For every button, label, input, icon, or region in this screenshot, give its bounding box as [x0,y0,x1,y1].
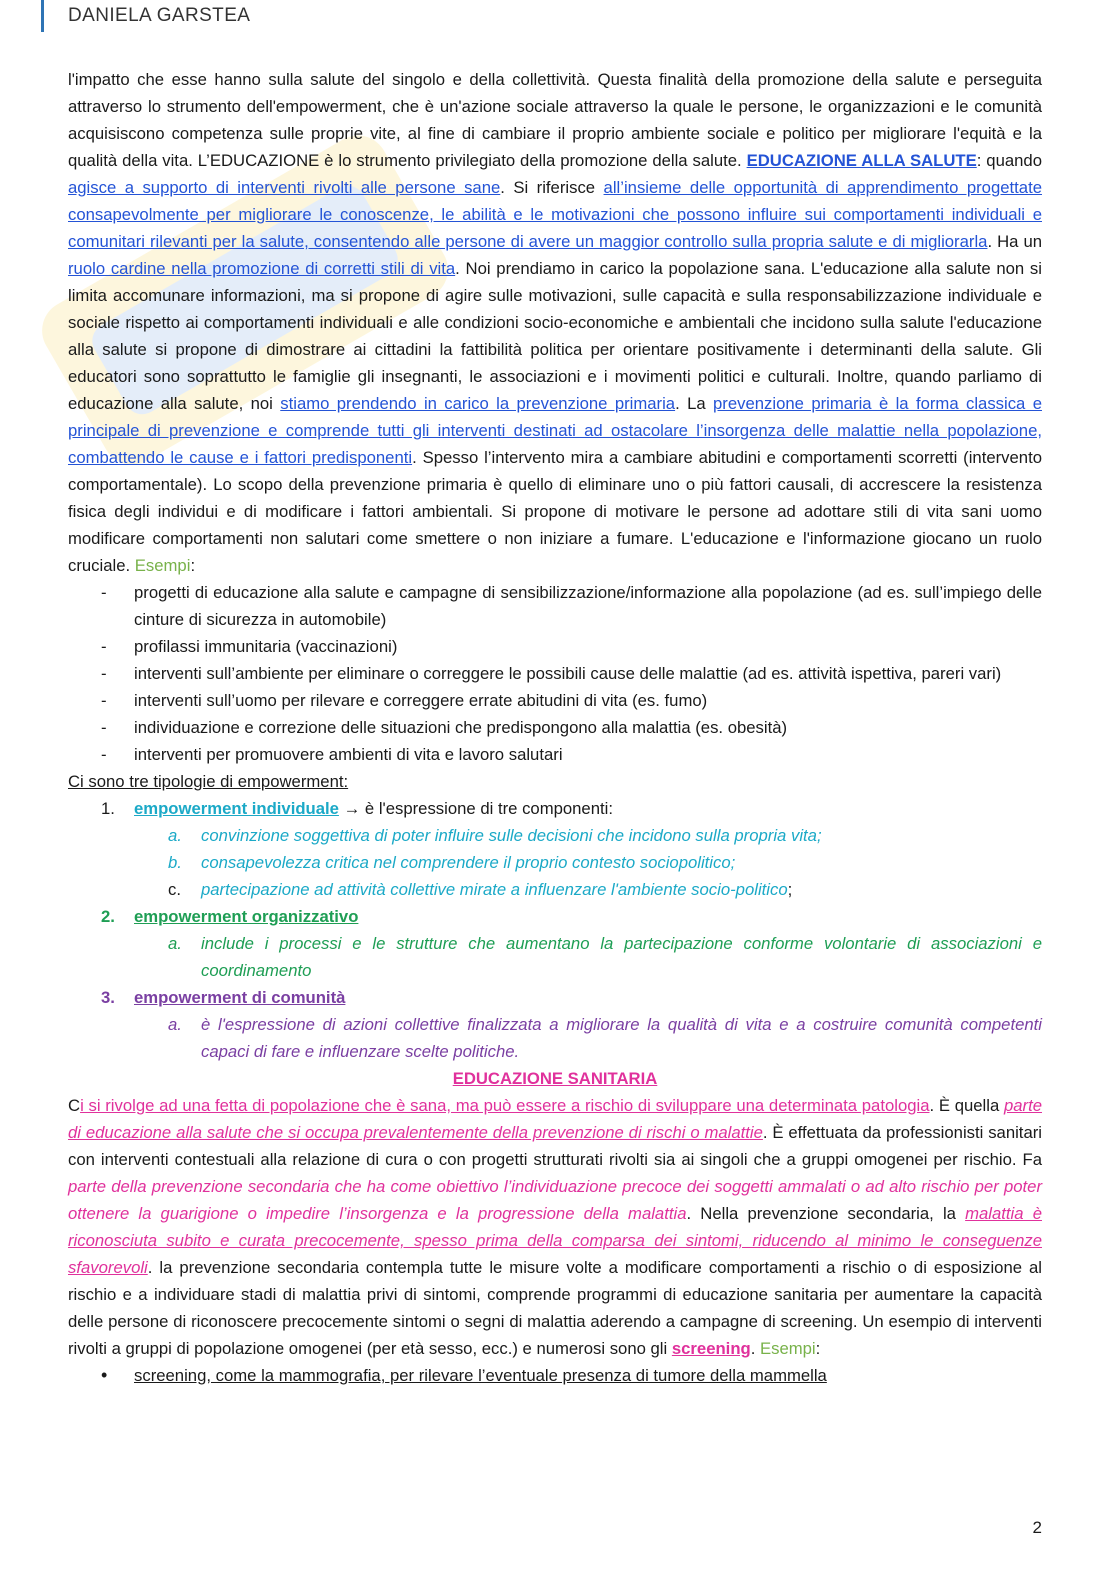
sub-item: c. partecipazione ad attività collettive mirate a influenzare l'ambiente socio-politico; [168,880,793,899]
empowerment-type-individuale: 1. empowerment individuale → è l'espressione di tre componenti: [101,799,613,818]
examples-label: Esempi [134,556,191,575]
paragraph-educazione-salute: l'impatto che esse hanno sulla salute del singolo e della collettività. Questa finalità della promozione della salute e perseguita attraverso lo strumento dell'empowerment, che è un'azione sociale attraverso la quale le persone, le organizzazioni e le comunità acquisiscono competenza sulle proprie vite, al fine di cambiare il proprio ambiente sociale e politico per migliorare l'equità e la qualità della vita. L’EDUCAZIONE è lo strumento privilegiato della promozione della salute. EDUCAZIONE ALLA SALUTE: quando agisce a supporto di interventi rivolti alle persone sane. Si riferisce all’insieme delle opportunità di apprendimento progettate consapevolmente per migliorare le conoscenze, le abilità e le motivazioni che possono influire sui comportamenti individuali e comunitari rilevanti per la salute, consentendo alle persone di avere un maggior controllo sulla propria salute e di migliorarla. Ha un ruolo cardine nella promozione di corretti stili di vita. Noi prendiamo in carico la popolazione sana. L'educazione alla salute non si limita accomunare informazioni, ma si propone di agire sulle motivazioni, sulle capacità e sulla responsabilizzazione individuale e sociale rispetto ai comportamenti individuali e alle condizioni socio-economiche e ambientali che incidono sulla salute l'educazione alla salute si propone di dimostrare ai cittadini la fattibilità politica per orientare positivamente i determinanti della salute. Gli educatori sono soprattutto le famiglie gli insegnanti, le associazioni e i movimenti politici e culturali. Inoltre, quando parliamo di educazione alla salute, noi stiamo prendendo in carico la prevenzione primaria. La prevenzione primaria è la forma classica e principale di prevenzione e comprende tutti gli interventi destinati ad ostacolare l’insorgenza delle malattie nella popolazione, combattendo le cause e i fattori predisponenti. Spesso l’intervento mira a cambiare abitudini e comportamenti scorretti (intervento comportamentale). Lo scopo della prevenzione primaria è quello di eliminare uno o più fattori causali, di accrescere la resistenza fisica degli individui e di modificare i fattori ambientali. Si propone di motivare le persone ad adottare stili di vita sani uomo modificare comportamenti non salutari come smettere o non iniziare a fumare. L'educazione e l'informazione giocano un ruolo cruciale. Esempi: [68,70,1042,575]
page-number: 2 [1032,1518,1042,1537]
examples-list-secondary [68,1362,1042,1389]
list-item: • screening, come la mammografia, per rilevare l’eventuale presenza di tumore della mammella [68,1362,1042,1389]
document-body [68,66,1042,1389]
header-accent-bar [41,0,44,32]
list-item: - profilassi immunitaria (vaccinazioni) [68,633,1042,660]
empowerment-intro: Ci sono tre tipologie di empowerment: [68,772,349,791]
list-item: - individuazione e correzione delle situazioni che predispongono alla malattia (es. obesità) [68,714,1042,741]
list-item: - interventi sull’uomo per rilevare e correggere errate abitudini di vita (es. fumo) [68,687,1042,714]
examples-label: Esempi [760,1339,816,1358]
heading-educazione-sanitaria: EDUCAZIONE SANITARIA [452,1069,658,1088]
heading-educazione-alla-salute: EDUCAZIONE ALLA SALUTE [746,151,977,170]
paragraph-educazione-sanitaria: Ci si rivolge ad una fetta di popolazione che è sana, ma può essere a rischio di sviluppare una determinata patologia. È quella parte di educazione alla salute che si occupa prevalentemente della prevenzione di rischi o malattie. È effettuata da professionisti sanitari con interventi contestuali alla relazione di cura o con progetti strutturati rivolti sia ai singoli che a gruppi omogenei per rischio. Fa parte della prevenzione secondaria che ha come obiettivo l’individuazione precoce dei soggetti ammalati o ad alto rischio per poter ottenere la guarigione o impedire l’insorgenza e la progressione della malattia. Nella prevenzione secondaria, la malattia è riconosciuta subito e curata precocemente, spesso prima della comparsa dei sintomi, riducendo al minimo le conseguenze sfavorevoli. la prevenzione secondaria contempla tutte le misure volte a modificare comportamenti a rischio o di esposizione al rischio e a individuare stadi di malattia privi di sintomi, comprende programmi di educazione sanitaria per aumentare la capacità delle persone di riconoscere precocemente sintomi o segni di malattia aderendo a campagne di screening. Un esempio di interventi rivolti a gruppi di popolazione omogenei (per età sesso, ecc.) e numerosi sono gli screening. Esempi: [68,1096,1042,1358]
empowerment-type-organizzativo: 2. empowerment organizzativo [101,907,359,926]
sub-item: a. è l'espressione di azioni collettive finalizzata a migliorare la qualità di vita e a costruire comunità competenti capaci di fare e influenzare scelte politiche. [168,1015,1042,1061]
list-item: - interventi per promuovere ambienti di vita e lavoro salutari [68,741,1042,768]
sub-item: a. convinzione soggettiva di poter influire sulle decisioni che incidono sulla propria vita; [168,826,822,845]
examples-list-primary [68,579,1042,768]
list-item: - progetti di educazione alla salute e campagne di sensibilizzazione/informazione alla popolazione (ad es. sull’impiego delle cinture di sicurezza in automobile) [68,579,1042,633]
empowerment-type-comunita: 3. empowerment di comunità [101,988,346,1007]
sub-item: b. consapevolezza critica nel comprendere il proprio contesto sociopolitico; [168,853,736,872]
header-author: DANIELA GARSTEA [68,5,251,26]
sub-item: a. include i processi e le strutture che aumentano la partecipazione conforme volontarie di associazioni e coordinamento [168,934,1042,980]
list-item: - interventi sull’ambiente per eliminare o correggere le possibili cause delle malattie (ad es. attività ispettiva, pareri vari) [68,660,1042,687]
